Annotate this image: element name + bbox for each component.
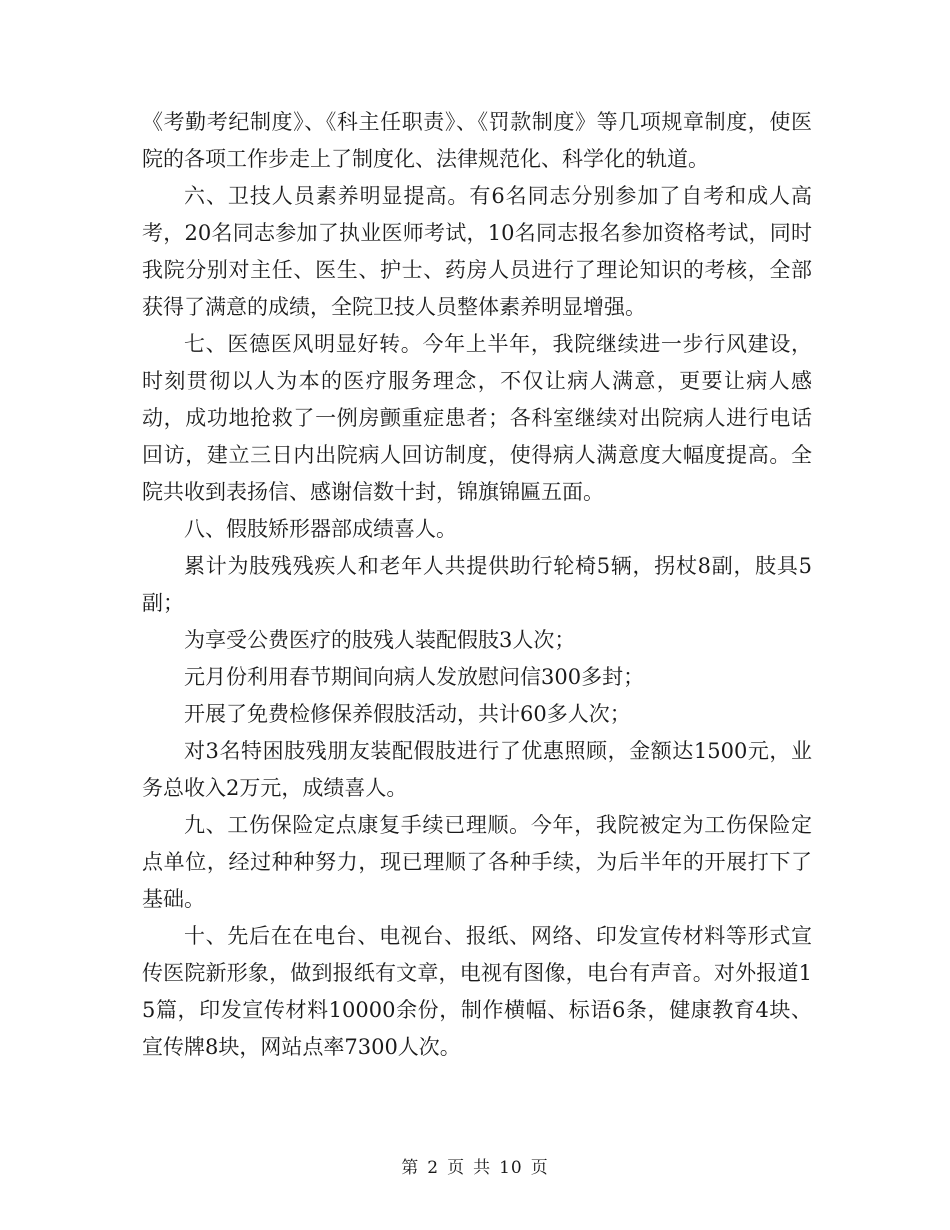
paragraph-regulations: 《考勤考纪制度》、《科主任职责》、《罚款制度》等几项规章制度，使医院的各项工作步走上了制度化、法律规范化、科学化的轨道。 [142, 110, 812, 171]
body-text [142, 104, 812, 1066]
paragraph-public-medical: 为享受公费医疗的肢残人装配假肢3人次； [184, 628, 576, 652]
paragraph-prosthetics-heading: 八、假肢矫形器部成绩喜人。 [184, 517, 457, 541]
page-footer [0, 1153, 950, 1178]
paragraph-medical-ethics: 七、医德医风明显好转。今年上半年，我院继续进一步行风建设，时刻贯彻以人为本的医疗服务理念，不仅让病人满意，更要让病人感动，成功地抢救了一例房颤重症患者；各科室继续对出院病人进行电话回访，建立三日内出院病人回访制度，使得病人满意度大幅度提高。全院共收到表扬信、感谢信数十封，锦旗锦匾五面。 [142, 332, 812, 504]
paragraph-free-repair: 开展了免费检修保养假肢活动，共计60多人次； [184, 702, 631, 726]
footer-current-page: 2 [427, 1158, 440, 1178]
paragraph-publicity: 十、先后在在电台、电视台、报纸、网络、印发宣传材料等形式宣传医院新形象，做到报纸有文章，电视有图像，电台有声音。对外报道15篇，印发宣传材料10000余份，制作横幅、标语6条，健康教育4块、宣传牌8块，网站点率7300人次。 [142, 924, 812, 1059]
paragraph-wheelchairs: 累计为肢残残疾人和老年人共提供助行轮椅5辆，拐杖8副，肢具5副； [142, 554, 812, 615]
footer-page-label: 第 [401, 1158, 420, 1178]
paragraph-work-injury: 九、工伤保险定点康复手续已理顺。今年，我院被定为工伤保险定点单位，经过种种努力，现已理顺了各种手续，为后半年的开展打下了基础。 [142, 813, 812, 911]
footer-total-label: 共 [473, 1158, 492, 1178]
footer-total-unit: 页 [530, 1158, 549, 1178]
paragraph-letters: 元月份利用春节期间向病人发放慰问信300多封； [184, 665, 645, 689]
footer-total-pages: 10 [499, 1158, 523, 1178]
paragraph-staff-quality: 六、卫技人员素养明显提高。有6名同志分别参加了自考和成人高考，20名同志参加了执业医师考试，10名同志报名参加资格考试，同时我院分别对主任、医生、护士、药房人员进行了理论知识的考核，全部获得了满意的成绩，全院卫技人员整体素养明显增强。 [142, 184, 812, 319]
paragraph-discount: 对3名特困肢残朋友装配假肢进行了优惠照顾，金额达1500元，业务总收入2万元，成绩喜人。 [142, 739, 812, 800]
footer-page-unit: 页 [447, 1158, 466, 1178]
